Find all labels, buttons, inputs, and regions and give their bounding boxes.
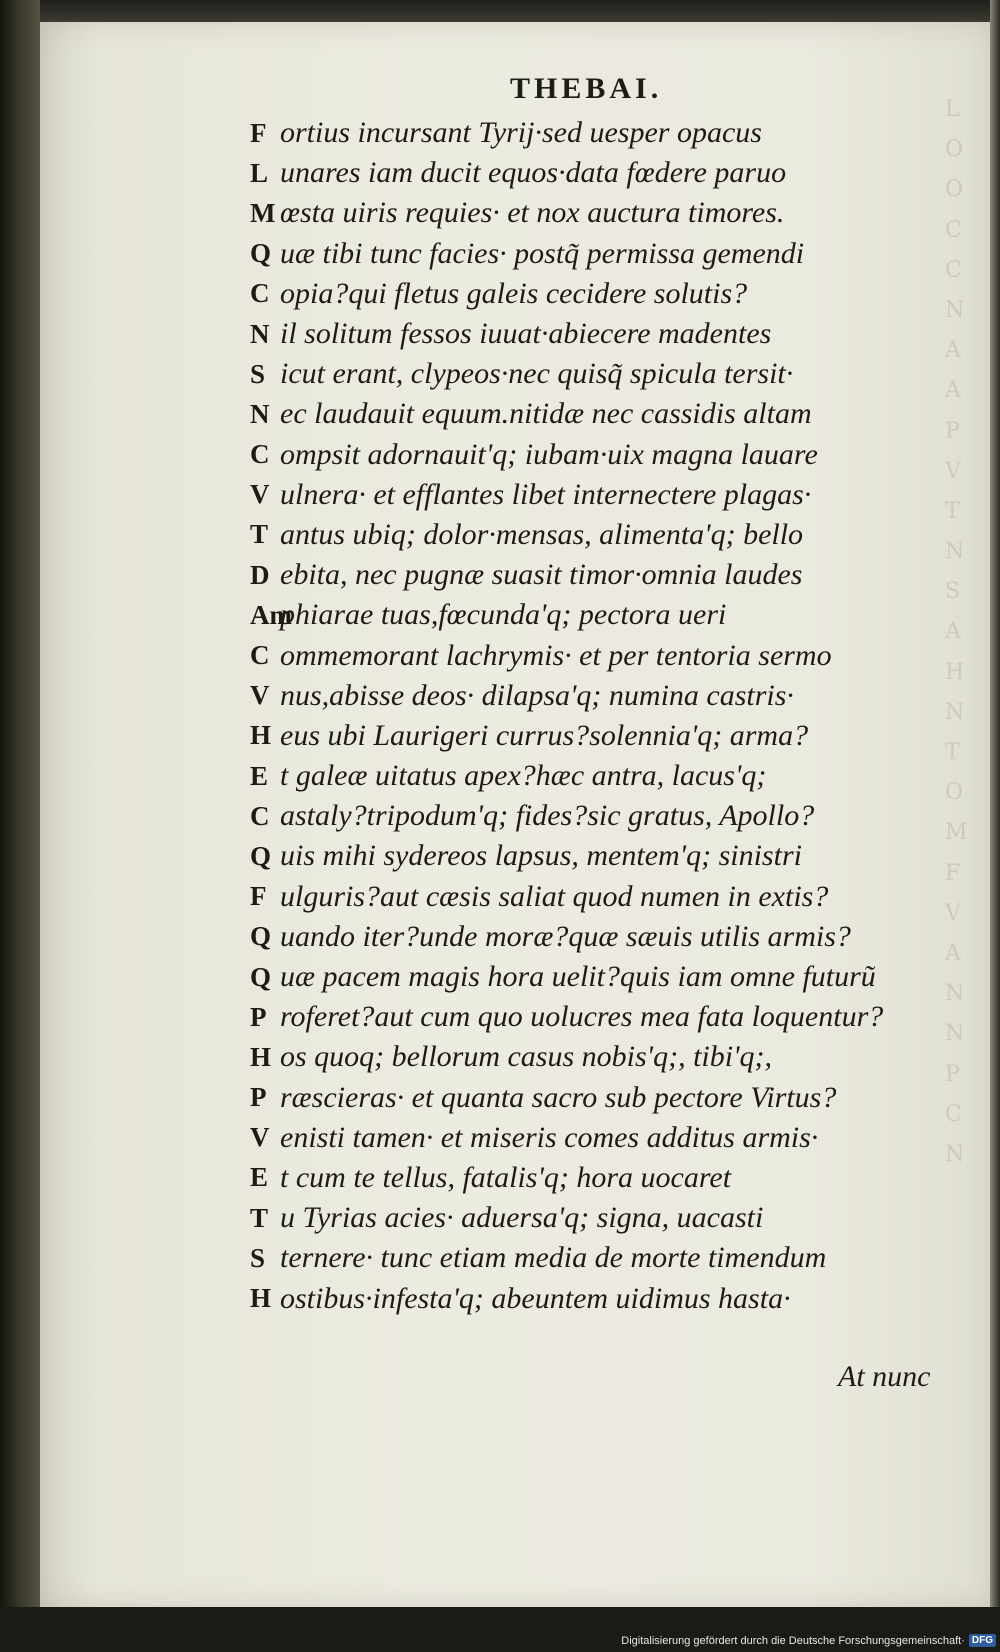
- bleed-through-letter: N: [945, 699, 965, 725]
- verse-line: [250, 234, 970, 274]
- bleed-through-letter: P: [945, 1061, 960, 1087]
- verse-text: uæ tibi tunc facies· postq̃ permissa gemendi: [280, 236, 805, 270]
- verse-initial: T: [250, 519, 269, 550]
- verse-text: uando iter?unde moræ?quæ sæuis utilis armis?: [280, 919, 851, 953]
- verse-text: ebita, nec pugnæ suasit timor·omnia laudes: [280, 558, 803, 592]
- verse-line: [250, 1238, 970, 1278]
- verse-line: [250, 515, 970, 555]
- verse-initial: P: [250, 1001, 267, 1032]
- verse-line: [250, 635, 970, 675]
- bleed-through-letter: H: [945, 659, 965, 685]
- bleed-through-letter: N: [945, 981, 965, 1007]
- verse-text: ulnera· et efflantes libet internectere plagas·: [280, 477, 812, 511]
- verse-initial: H: [250, 1041, 272, 1072]
- bleed-through-letter: T: [945, 498, 960, 524]
- digitization-credit: [621, 1634, 996, 1647]
- verse-initial: C: [250, 278, 270, 309]
- verse-text: ec laudauit equum.nitidæ nec cassidis altam: [280, 397, 812, 431]
- verse-text: unares iam ducit equos·data fœdere paruo: [280, 156, 787, 190]
- bleed-through-letter: P: [945, 418, 960, 444]
- verse-line: [250, 1037, 970, 1077]
- verse-text: nus,abisse deos· dilapsa'q; numina castris·: [280, 678, 794, 712]
- verse-initial: V: [250, 680, 270, 711]
- verse-text: t cum te tellus, fatalis'q; hora uocaret: [280, 1160, 732, 1194]
- verse-initial: H: [250, 720, 272, 751]
- verse-initial: E: [250, 1162, 269, 1193]
- verse-line: [250, 113, 970, 153]
- verse-line: [250, 153, 970, 193]
- dfg-logo: DFG: [969, 1634, 996, 1647]
- verse-initial: H: [250, 1283, 272, 1314]
- verse-text: ulguris?aut cæsis saliat quod numen in extis?: [280, 879, 829, 913]
- verse-initial: Q: [250, 921, 272, 952]
- verse-initial: Q: [250, 238, 272, 269]
- verse-text: ræscieras· et quanta sacro sub pectore Virtus?: [280, 1080, 837, 1114]
- bleed-through-letter: A: [945, 619, 961, 645]
- verse-text: ternere· tunc etiam media de morte timendum: [280, 1241, 827, 1275]
- verse-line: [250, 394, 970, 434]
- verse-text: astaly?tripodum'q; fides?sic gratus, Apollo?: [280, 799, 815, 833]
- bleed-through-letter: T: [945, 740, 960, 765]
- running-title: THEBAI.: [510, 72, 663, 105]
- verse-text: œsta uiris requies· et nox auctura timores.: [280, 196, 785, 230]
- verse-line: [250, 1118, 970, 1158]
- credit-text: Digitalisierung gefördert durch die Deutsche Forschungsgemeinschaft·: [621, 1634, 965, 1647]
- verse-line: [250, 1278, 970, 1318]
- book-spine-edge: [0, 0, 42, 1652]
- verse-initial: N: [250, 398, 270, 429]
- verse-initial: S: [250, 358, 266, 389]
- verse-initial: Am: [250, 599, 292, 630]
- bleed-through-letter: N: [945, 1141, 965, 1167]
- verse-text: t galeæ uitatus apex?hæc antra, lacus'q;: [280, 759, 767, 793]
- verse-text: enisti tamen· et miseris comes additus armis·: [280, 1120, 819, 1154]
- bleed-through-letter: F: [945, 860, 961, 886]
- verse-initial: S: [250, 1242, 266, 1273]
- verse-line: [250, 676, 970, 716]
- bleed-through-letter: A: [945, 338, 961, 364]
- verse-initial: E: [250, 760, 269, 791]
- bleed-through-letter: M: [945, 820, 968, 846]
- verse-initial: C: [250, 439, 270, 470]
- verse-text: ostibus·infesta'q; abeuntem uidimus hasta·: [280, 1281, 791, 1315]
- bleed-through-letter: L: [945, 97, 960, 122]
- bleed-through-letter: O: [945, 177, 964, 203]
- verse-text: icut erant, clypeos·nec quisq̃ spicula tersit·: [280, 357, 794, 391]
- verse-line: [250, 475, 970, 515]
- verse-text: ortius incursant Tyrij·sed uesper opacus: [280, 116, 762, 150]
- verse-line: [250, 957, 970, 997]
- verse-text: antus ubiq; dolor·mensas, alimenta'q; bello: [280, 517, 804, 551]
- verse-initial: C: [250, 640, 270, 671]
- verse-initial: V: [250, 1122, 270, 1153]
- bleed-through-letter: O: [945, 137, 964, 163]
- catchword: At nunc: [838, 1360, 931, 1393]
- verse-line: [250, 756, 970, 796]
- verse-text: phiarae tuas,fœcunda'q; pectora ueri: [280, 598, 727, 632]
- verse-line: [250, 917, 970, 957]
- verse-text: il solitum fessos iuuat·abiecere madentes: [280, 317, 772, 351]
- verse-text: eus ubi Laurigeri currus?solennia'q; arma?: [280, 718, 809, 752]
- bleed-through-letter: O: [945, 780, 964, 806]
- bleed-through-letter: C: [945, 217, 962, 243]
- verse-line: [250, 193, 970, 233]
- bleed-through-letter: A: [945, 378, 961, 404]
- verse-line: [250, 555, 970, 595]
- verse-initial: T: [250, 1202, 269, 1233]
- verse-text: ompsit adornauit'q; iubam·uix magna lauare: [280, 437, 818, 471]
- bleed-through-letter: V: [945, 458, 961, 484]
- verse-initial: C: [250, 800, 270, 831]
- bleed-through-letter: S: [945, 579, 961, 605]
- verse-initial: Q: [250, 961, 272, 992]
- verse-text: roferet?aut cum quo uolucres mea fata loquentur?: [280, 1000, 884, 1034]
- bleed-through-letter: C: [945, 257, 962, 283]
- verse-line: [250, 1158, 970, 1198]
- bleed-through-letter: A: [945, 940, 961, 966]
- verse-line: [250, 435, 970, 475]
- verse-initial: F: [250, 881, 267, 912]
- bleed-through-letter: C: [945, 1101, 962, 1127]
- verse-line: [250, 796, 970, 836]
- verse-line: [250, 1078, 970, 1118]
- verse-line: [250, 997, 970, 1037]
- verse-text: ommemorant lachrymis· et per tentoria sermo: [280, 638, 832, 672]
- right-edge-strip: [990, 0, 1000, 1652]
- verse-line: [250, 314, 970, 354]
- verse-text: opia?qui fletus galeis cecidere solutis?: [280, 276, 748, 310]
- verse-initial: F: [250, 117, 267, 148]
- verse-initial: N: [250, 318, 270, 349]
- verse-line: [250, 274, 970, 314]
- bleed-through-letter: N: [945, 297, 965, 323]
- top-margin-strip: [40, 0, 1000, 22]
- verse-line: [250, 1198, 970, 1238]
- verse-block: [250, 113, 970, 1319]
- verse-text: os quoq; bellorum casus nobis'q;, tibi'q;,: [280, 1040, 772, 1074]
- verse-text: uis mihi sydereos lapsus, mentem'q; sinistri: [280, 839, 802, 873]
- verse-line: [250, 354, 970, 394]
- verse-initial: V: [250, 479, 270, 510]
- verse-line: [250, 836, 970, 876]
- verse-initial: D: [250, 559, 270, 590]
- verse-line: [250, 877, 970, 917]
- bleed-through-letter: N: [945, 1021, 965, 1047]
- verse-initial: M: [250, 197, 276, 228]
- verse-line: [250, 595, 970, 635]
- verse-initial: P: [250, 1082, 267, 1113]
- verse-initial: L: [250, 157, 269, 188]
- verse-text: u Tyrias acies· aduersa'q; signa, uacasti: [280, 1201, 764, 1235]
- bleed-through-letter: V: [945, 900, 961, 926]
- verse-initial: Q: [250, 840, 272, 871]
- verse-text: uæ pacem magis hora uelit?quis iam omne futurũ: [280, 960, 876, 994]
- bleed-through-letter: N: [945, 539, 965, 565]
- verse-line: [250, 716, 970, 756]
